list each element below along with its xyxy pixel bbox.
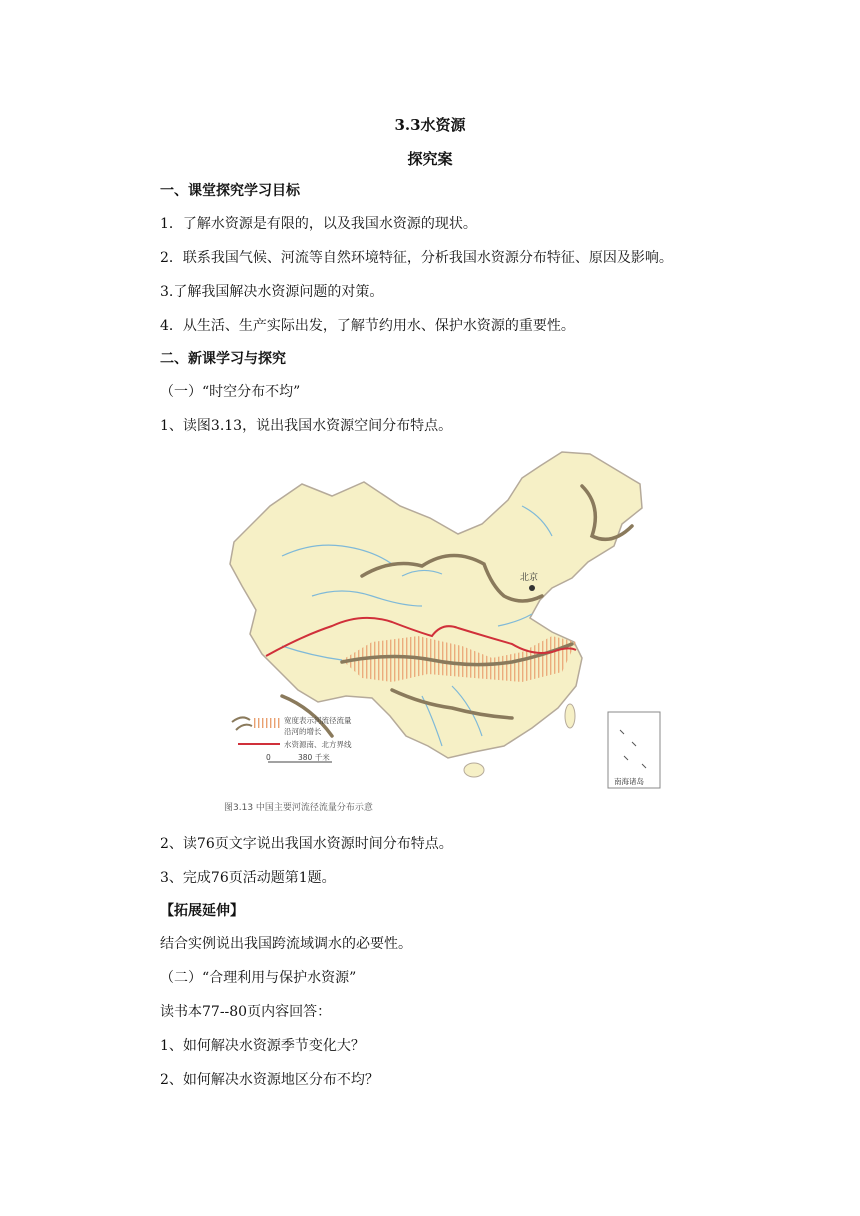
goal-2: 2．联系我国气候、河流等自然环境特征，分析我国水资源分布特征、原因及影响。	[160, 250, 673, 266]
china-landmass	[230, 452, 642, 758]
scale-start: 0	[266, 753, 271, 762]
scale-end: 380 千米	[298, 753, 330, 762]
part-2-heading: （二）“合理利用与保护水资源”	[160, 970, 357, 986]
answer-question-1: 1、如何解决水资源季节变化大？	[160, 1038, 365, 1054]
document-title: 3.3水资源	[394, 116, 466, 134]
hainan-island	[464, 763, 484, 777]
map-caption: 图3.13 中国主要河流径流量分布示意	[224, 803, 373, 813]
china-river-map	[222, 446, 668, 818]
legend-width-label-2: 沿河的增长	[284, 727, 322, 736]
legend-divide-label: 水资源南、北方界线	[284, 740, 352, 749]
extension-heading: 【拓展延伸】	[160, 903, 244, 919]
goal-3: 3.了解我国解决水资源问题的对策。	[160, 284, 384, 300]
section-heading-study: 二、新课学习与探究	[160, 351, 286, 367]
south-sea-label: 南海诸岛	[614, 777, 644, 786]
map-legend	[232, 715, 352, 762]
south-china-sea-inset	[608, 712, 660, 788]
beijing-marker	[529, 585, 535, 591]
question-1: 1、读图3.13，说出我国水资源空间分布特点。	[160, 418, 453, 434]
part-1-heading: （一）“时空分布不均”	[160, 384, 301, 400]
extension-text: 结合实例说出我国跨流域调水的必要性。	[160, 936, 412, 952]
beijing-label: 北京	[520, 573, 539, 583]
goal-1: 1．了解水资源是有限的，以及我国水资源的现状。	[160, 216, 477, 232]
reading-instruction: 读书本77--80页内容回答：	[160, 1004, 332, 1020]
section-heading-goals: 一、课堂探究学习目标	[160, 183, 300, 199]
question-3: 3、完成76页活动题第1题。	[160, 870, 336, 886]
question-2: 2、读76页文字说出我国水资源时间分布特点。	[160, 836, 453, 852]
answer-question-2: 2、如何解决水资源地区分布不均？	[160, 1072, 379, 1088]
taiwan-island	[565, 704, 575, 728]
goal-4: 4．从生活、生产实际出发，了解节约用水、保护水资源的重要性。	[160, 318, 575, 334]
legend-width-label: 宽度表示河流径流量	[284, 716, 352, 725]
document-subtitle: 探究案	[407, 150, 453, 168]
